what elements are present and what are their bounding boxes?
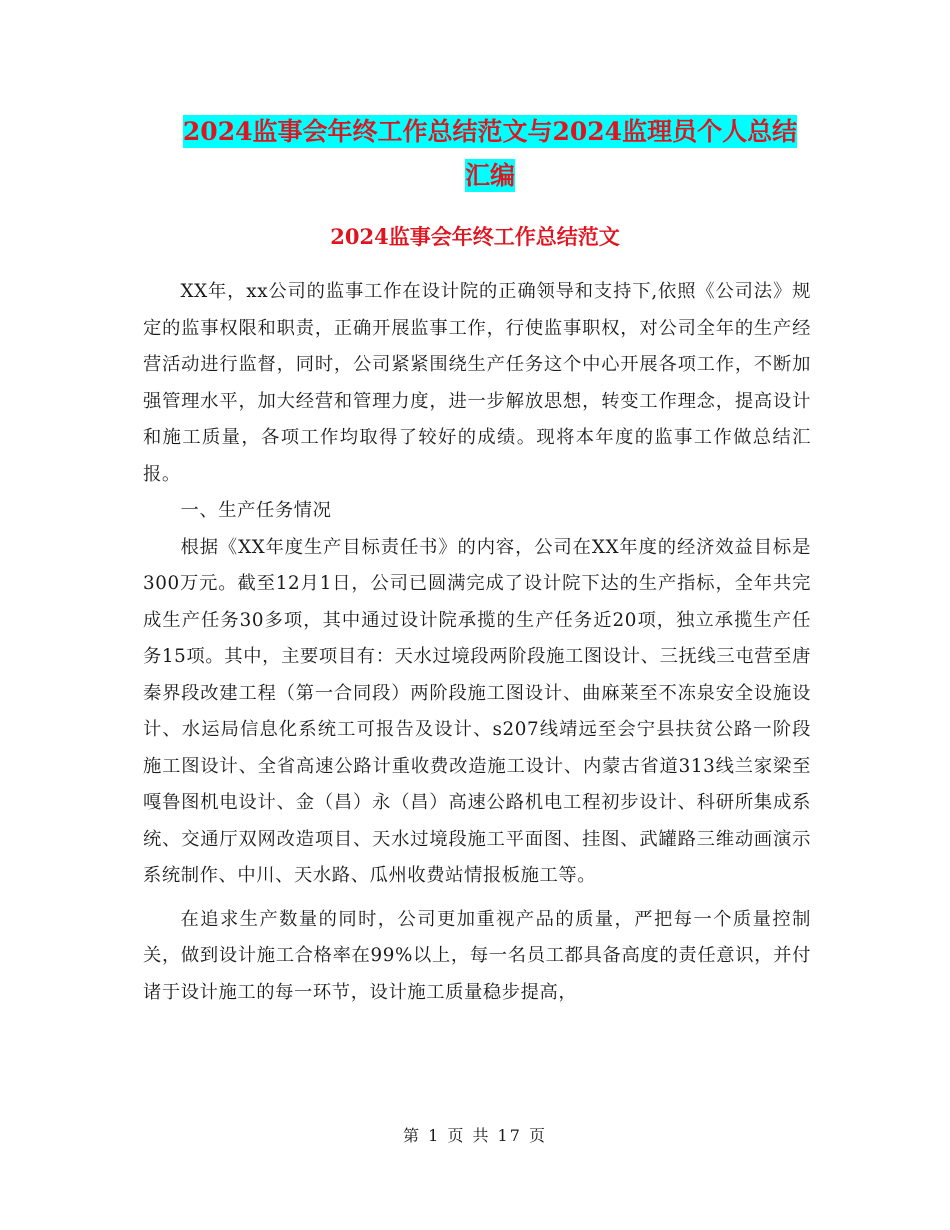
paragraph-production: 根据《XX年度生产目标责任书》的内容，公司在XX年度的经济效益目标是300万元。截至12月1日，公司已圆满完成了设计院下达的生产指标，全年共完成生产任务30多项，其中通过设计院承揽的生产任务近20项，独立承揽生产任务15项。其中，主要项目有：天水过境段两阶段施工图设计、三抚线三屯营至唐秦界段改建工程（第一合同段）两阶段施工图设计、曲麻莱至不冻泉安全设施设计、水运局信息化系统工可报告及设计、s207线靖远至会宁县扶贫公路一阶段施工图设计、全省高速公路计重收费改造施工设计、内蒙古省道313线兰家梁至嘎鲁图机电设计、金（昌）永（昌）高速公路机电工程初步设计、科研所集成系统、交通厅双网改造项目、天水过境段施工平面图、挂图、武罐路三维动画演示系统制作、中川、天水路、瓜州收费站情报板施工等。 <box>143 536 811 886</box>
document-title <box>140 110 840 198</box>
paragraph-quality: 在追求生产数量的同时，公司更加重视产品的质量，严把每一个质量控制关，做到设计施工合格率在99%以上，每一名员工都具备高度的责任意识，并付诸于设计施工的每一环节，设计施工质量稳步提高， <box>143 908 811 1003</box>
paragraph-subheading: 一、生产任务情况 <box>180 500 332 521</box>
document-title-line1: 2024监事会年终工作总结范文与2024监理员个人总结 <box>182 117 798 146</box>
section-heading: 2024监事会年终工作总结范文 <box>330 224 620 249</box>
document-title-line2: 汇编 <box>464 161 515 190</box>
paragraph-intro: XX年，xx公司的监事工作在设计院的正确领导和支持下,依照《公司法》规定的监事权限和职责，正确开展监事工作，行使监事职权，对公司全年的生产经营活动进行监督，同时，公司紧紧围绕生产任务这个中心开展各项工作，不断加强管理水平，加大经营和管理力度，进一步解放思想，转变工作理念，提高设计和施工质量，各项工作均取得了较好的成绩。现将本年度的监事工作做总结汇报。 <box>143 281 811 485</box>
page-footer: 第 1 页 共 17 页 <box>403 1126 547 1145</box>
document-body <box>143 274 811 1011</box>
